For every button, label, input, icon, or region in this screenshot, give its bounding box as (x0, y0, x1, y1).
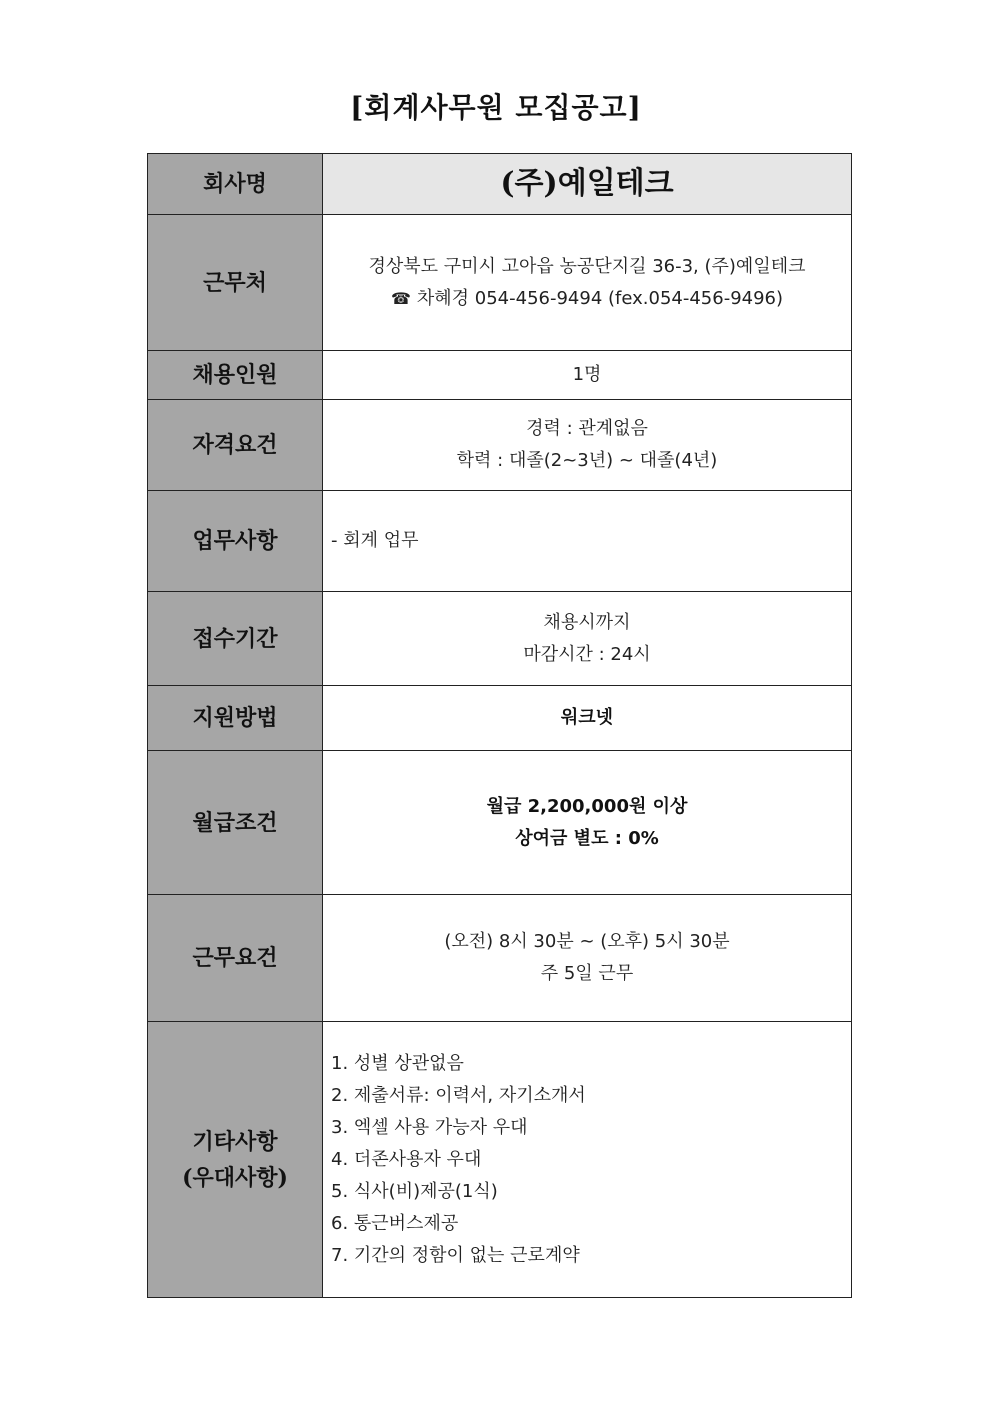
list-item: 2. 제출서류: 이력서, 자기소개서 (331, 1084, 586, 1106)
qualification-experience: 경력 : 관계없음 (526, 418, 648, 439)
application-period-line-2: 마감시간 : 24시 (523, 643, 651, 665)
work-conditions-label: 근무요건 (148, 895, 323, 1022)
application-period-label: 접수기간 (148, 592, 323, 686)
phone-icon: ☎ (390, 288, 411, 308)
salary-bonus: 상여금 별도 : 0% (515, 827, 659, 849)
list-item: 1. 성별 상관없음 (331, 1052, 464, 1074)
other-value (323, 1022, 852, 1298)
salary-label: 월급조건 (148, 751, 323, 895)
list-item: 4. 더존사용자 우대 (331, 1148, 482, 1170)
workplace-contact: 차혜경 054-456-9494 (fex.054-456-9496) (416, 287, 784, 309)
workplace-contact-line (323, 283, 851, 315)
row-work-conditions (148, 895, 852, 1022)
list-item: 7. 기간의 정함이 없는 근로계약 (331, 1244, 580, 1266)
other-list (331, 1048, 851, 1272)
application-method-label: 지원방법 (148, 686, 323, 751)
other-label-line-1: 기타사항 (192, 1128, 278, 1155)
page-title: [회계사무원 모집공고] (350, 91, 642, 124)
row-workplace (148, 215, 852, 351)
other-label (148, 1022, 323, 1298)
row-qualification (148, 400, 852, 491)
list-item: 5. 식사(비)제공(1식) (331, 1180, 498, 1202)
list-item: 6. 통근버스제공 (331, 1212, 459, 1234)
application-method-value: 워크넷 (323, 686, 852, 751)
headcount-value: 1명 (323, 351, 852, 400)
workplace-label: 근무처 (148, 215, 323, 351)
duties-label: 업무사항 (148, 491, 323, 592)
workplace-address: 경상북도 구미시 고아읍 농공단지길 36-3, (주)예일테크 (368, 255, 806, 277)
salary-monthly: 월급 2,200,000원 이상 (486, 795, 688, 817)
row-salary (148, 751, 852, 895)
row-duties (148, 491, 852, 592)
application-period-line-1: 채용시까지 (543, 611, 631, 633)
qualification-label: 자격요건 (148, 400, 323, 491)
row-application-period (148, 592, 852, 686)
headcount-label: 채용인원 (148, 351, 323, 400)
salary-value (323, 751, 852, 895)
row-application-method (148, 686, 852, 751)
work-days: 주 5일 근무 (540, 963, 634, 984)
company-name: (주)예일테크 (323, 154, 852, 215)
other-label-line-2: (우대사항) (182, 1164, 288, 1191)
workplace-value (323, 215, 852, 351)
application-period-value (323, 592, 852, 686)
qualification-value (323, 400, 852, 491)
work-hours: (오전) 8시 30분 ~ (오후) 5시 30분 (444, 931, 730, 952)
list-item: 3. 엑셀 사용 가능자 우대 (331, 1116, 528, 1138)
row-headcount (148, 351, 852, 400)
row-other (148, 1022, 852, 1298)
job-posting-table (147, 153, 852, 1298)
duties-value: - 회계 업무 (323, 491, 852, 592)
qualification-education: 학력 : 대졸(2~3년) ~ 대졸(4년) (456, 450, 718, 471)
company-label: 회사명 (148, 154, 323, 215)
work-conditions-value (323, 895, 852, 1022)
row-company (148, 154, 852, 215)
